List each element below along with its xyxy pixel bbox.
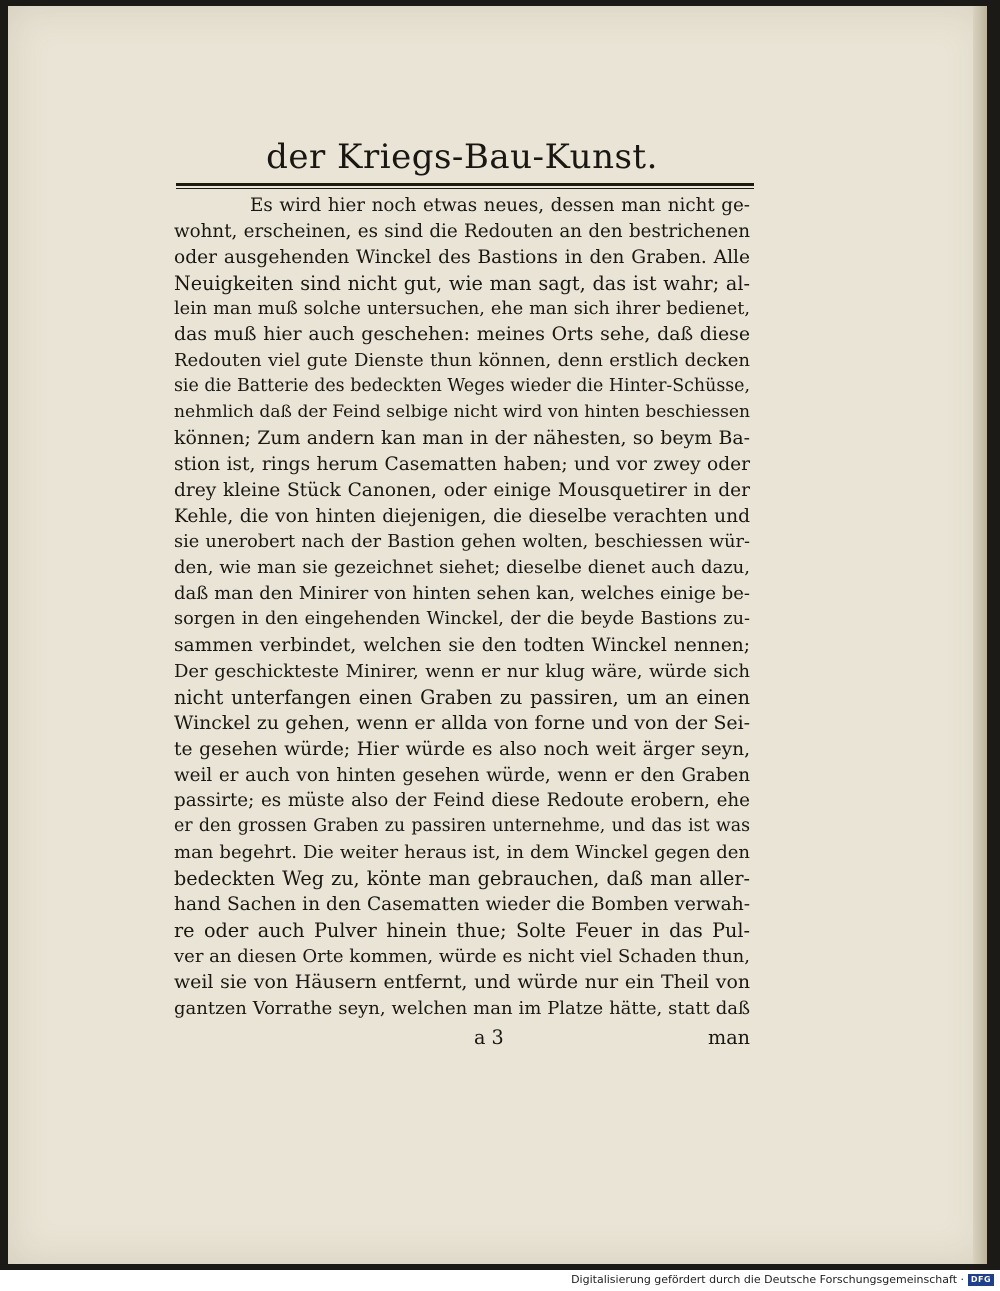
text-line: nicht unterfangen einen Graben zu passiren, um an einen bbox=[174, 685, 750, 709]
running-head: der Kriegs-Bau-Kunst. bbox=[266, 137, 658, 177]
text-line: lein man muß solche untersuchen, ehe man sich ihrer bedienet, bbox=[174, 298, 750, 319]
text-line: drey kleine Stück Canonen, oder einige Mousquetirer in der bbox=[174, 479, 750, 501]
text-line: oder ausgehenden Winckel des Bastions in den Graben. Alle bbox=[174, 246, 750, 268]
header-rule-thick bbox=[176, 183, 754, 186]
text-line: das muß hier auch geschehen: meines Orts sehe, daß diese bbox=[174, 323, 750, 346]
text-line: bedeckten Weg zu, könte man gebrauchen, daß man aller- bbox=[174, 867, 750, 891]
text-line: daß man den Minirer von hinten sehen kan, welches einige be- bbox=[174, 583, 750, 605]
text-line: wohnt, erscheinen, es sind die Redouten an den bestrichenen bbox=[174, 220, 750, 242]
text-line: sammen verbindet, welchen sie den todten Winckel nennen; bbox=[174, 635, 750, 657]
text-line: können; Zum andern kan man in der nähesten, so beym Ba- bbox=[174, 427, 750, 450]
page-edge bbox=[973, 6, 987, 1264]
text-line: ver an diesen Orte kommen, würde es nicht viel Schaden thun, bbox=[174, 945, 750, 967]
text-line: den, wie man sie gezeichnet siehet; dieselbe dienet auch dazu, bbox=[174, 557, 750, 579]
text-line: er den grossen Graben zu passiren unternehme, und das ist was bbox=[174, 816, 750, 837]
text-line: hand Sachen in den Casematten wieder die Bomben verwah- bbox=[174, 894, 750, 916]
text-line: sorgen in den eingehenden Winckel, der die beyde Bastions zu- bbox=[174, 609, 750, 630]
text-line: gantzen Vorrathe seyn, welchen man im Platze hätte, statt daß bbox=[174, 997, 750, 1019]
text-line: sie unerobert nach der Bastion gehen wolten, beschiessen wür- bbox=[174, 531, 750, 552]
body-text bbox=[174, 193, 750, 1022]
dfg-logo-icon: DFG bbox=[968, 1274, 994, 1286]
text-line: sie die Batterie des bedeckten Weges wieder die Hinter-Schüsse, bbox=[174, 376, 750, 397]
text-line: Kehle, die von hinten diejenigen, die dieselbe verachten und bbox=[174, 505, 750, 527]
signature-mark: a 3 bbox=[474, 1026, 504, 1049]
text-line: Redouten viel gute Dienste thun können, denn erstlich decken bbox=[174, 350, 750, 372]
page-header bbox=[170, 133, 754, 183]
text-line: Winckel zu gehen, wenn er allda von forne und von der Sei- bbox=[174, 711, 750, 734]
text-line: passirte; es müste also der Feind diese Redoute erobern, ehe bbox=[174, 790, 750, 812]
text-line: weil sie von Häusern entfernt, und würde nur ein Theil von bbox=[174, 970, 750, 993]
dfg-credit-text: Digitalisierung gefördert durch die Deutsche Forschungsgemeinschaft · bbox=[571, 1273, 964, 1286]
text-line: man begehrt. Die weiter heraus ist, in dem Winckel gegen den bbox=[174, 842, 750, 864]
text-line: Neuigkeiten sind nicht gut, wie man sagt, das ist wahr; al- bbox=[174, 271, 750, 295]
header-rule-thin bbox=[176, 188, 754, 189]
catchword: man bbox=[708, 1026, 750, 1049]
page-footer bbox=[174, 1024, 750, 1054]
text-line: Der geschickteste Minirer, wenn er nur klug wäre, würde sich bbox=[174, 661, 750, 683]
dfg-credit-bar bbox=[0, 1270, 1000, 1291]
text-line: nehmlich daß der Feind selbige nicht wird von hinten beschiessen bbox=[174, 402, 750, 423]
text-line: weil er auch von hinten gesehen würde, wenn er den Graben bbox=[174, 764, 750, 786]
text-line: Es wird hier noch etwas neues, dessen man nicht ge- bbox=[250, 195, 750, 216]
text-line: re oder auch Pulver hinein thue; Solte Feuer in das Pul- bbox=[174, 918, 750, 942]
text-line: stion ist, rings herum Casematten haben; und vor zwey oder bbox=[174, 453, 750, 475]
text-line: te gesehen würde; Hier würde es also noch weit ärger seyn, bbox=[174, 738, 750, 760]
